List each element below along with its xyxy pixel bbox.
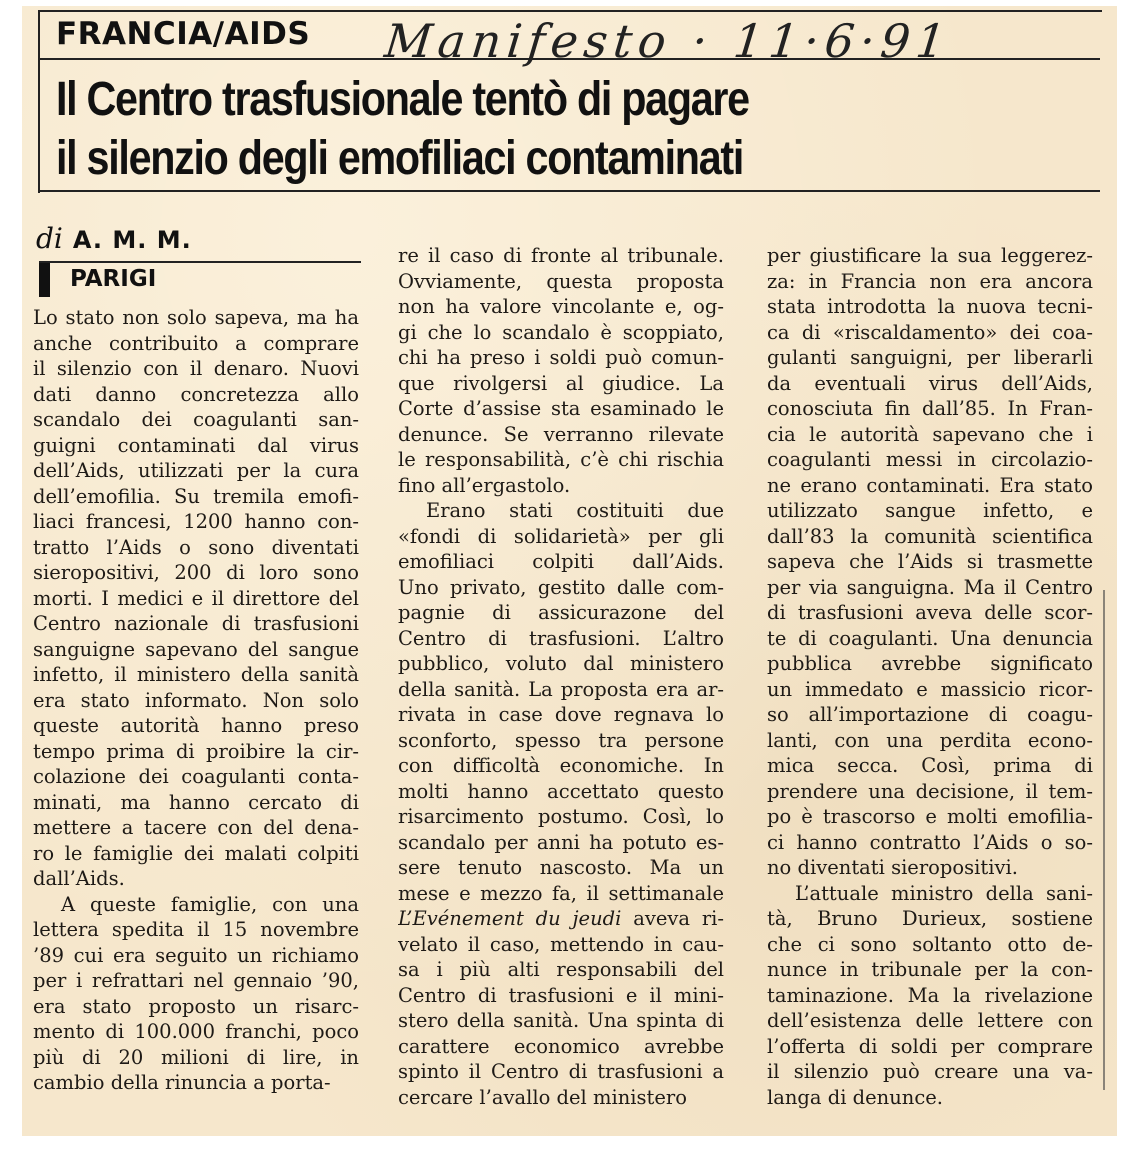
article-line: nunce in tribunale per la con- [767, 958, 1093, 981]
dateline-marker [39, 263, 50, 297]
article-line: cambio della rinuncia a porta- [33, 1071, 331, 1094]
article-line: Centro di trasfusioni. L’altro [398, 626, 724, 650]
article-line: so all’importazione di coagu- [767, 703, 1093, 726]
article-line: L’Evénement du jeudi aveva ri- [398, 907, 724, 930]
article-line: della sanità. La proposta era ar- [398, 677, 724, 701]
article-line: queste autorità hanno preso [33, 714, 359, 737]
article-line: langa di denunce. [767, 1085, 944, 1109]
article-line: «fondi di solidarietà» per gli [398, 524, 724, 548]
article-line: pubblico, voluto dal ministero [398, 652, 724, 675]
article-line: colazione dei coagulanti conta- [33, 765, 359, 788]
article-line: Centro di trasfusioni e il mini- [398, 983, 724, 1007]
article-line: per giustificare la sua leggerez- [767, 244, 1093, 267]
article-line: dall’83 la comunità scientifica [767, 524, 1093, 548]
article-line: stero della sanità. Una spinta di [398, 1009, 724, 1032]
article-line: più di 20 milioni di lire, in [33, 1045, 359, 1069]
article-column-1 [33, 305, 359, 1096]
article-line: utilizzato sangue infetto, e [767, 499, 1093, 522]
article-line: che ci sono soltanto otto de- [767, 932, 1093, 956]
article-line: il silenzio con il denaro. Nuovi [33, 357, 359, 380]
headline-line-1: Il Centro trasfusionale tentò di pagare [56, 73, 749, 126]
headline-line-2: il silenzio degli emofiliaci contaminati [56, 132, 744, 185]
article-line: cercare l’avallo del ministero [398, 1085, 687, 1109]
article-line: Corte d’assise sta esaminado le [398, 397, 724, 420]
article-line: dell’esistenza delle lettere con [767, 1009, 1093, 1032]
article-line: dell’Aids, utilizzati per la cura [33, 459, 359, 482]
article-line: tà, Bruno Durieux, sostiene [767, 907, 1093, 930]
byline [36, 222, 192, 255]
article-line: mese e mezzo fa, il settimanale [398, 881, 724, 905]
article-line: ne erano contaminati. Era stato [767, 473, 1093, 497]
article-line: pagnie di assicurazone del [398, 601, 724, 624]
article-line: ’89 cui era seguito un richiamo [33, 943, 359, 967]
article-line: scandalo dei coagulanti san- [33, 408, 359, 431]
article-paragraph [33, 305, 359, 892]
article-line: le responsabilità, c’è chi rischia [398, 448, 724, 471]
article-line: Centro nazionale di trasfusioni [33, 612, 359, 635]
article-line: sa i più alti responsabili del [398, 958, 724, 981]
article-line: mettere a tacere con del dena- [33, 816, 359, 839]
article-line: po è trascorso e molti emofilia- [767, 805, 1093, 828]
article-line: un immedato e massicio ricor- [767, 677, 1093, 701]
article-line: L’attuale ministro della sani- [795, 881, 1093, 905]
article-line: morti. I medici e il direttore del [33, 586, 359, 610]
article-line: que rivolgersi al giudice. La [398, 371, 724, 395]
article-line: dell’emofilia. Su tremila emofi- [33, 484, 359, 508]
article-paragraph [767, 881, 1093, 1111]
dateline-rule [39, 261, 361, 263]
article-line: guigni contaminati dal virus [33, 433, 359, 457]
article-line: molti hanno accettato questo [398, 779, 724, 803]
article-line: tratto l’Aids o sono diventati [33, 535, 359, 559]
byline-author: A. M. M. [72, 226, 192, 254]
article-line: rivata in case dove regnava lo [398, 703, 724, 726]
article-line: no diventati sieropositivi. [767, 856, 1018, 879]
article-line: ca di «riscaldamento» dei coa- [767, 320, 1093, 344]
handwritten-source-note: Manifesto · 11·6·91 [382, 14, 955, 68]
article-line: Erano stati costituiti due [426, 499, 724, 522]
article-line: sconforto, spesso tra persone [398, 728, 724, 752]
article-line: risarcimento postumo. Così, lo [398, 805, 724, 828]
article-line: ro le famiglie dei malati colpiti [33, 841, 359, 865]
article-line: non ha valore vincolante e, og- [398, 295, 724, 318]
article-line: sere tenuto nascosto. Ma un [398, 856, 724, 879]
article-line: il silenzio può creare una va- [767, 1060, 1093, 1083]
article-line: fino all’ergastolo. [398, 473, 571, 497]
article-line: za: in Francia non era ancora [767, 269, 1093, 293]
article-line: tempo prima di proibire la cir- [33, 739, 359, 763]
article-line: re il caso di fronte al tribunale. [398, 244, 724, 267]
article-line: emofiliaci colpiti dall’Aids. [398, 550, 724, 573]
article-line: era stato informato. Non solo [33, 688, 359, 712]
article-line: ci hanno contratto l’Aids o so- [767, 830, 1093, 854]
article-line: gulanti sanguigni, per liberarli [767, 346, 1093, 369]
article-line: cia le autorità sapevano che i [767, 422, 1093, 446]
article-line: per i refrattari nel gennaio ’90, [33, 969, 359, 992]
article-line: anche contribuito a comprare [33, 331, 359, 355]
article-paragraph [398, 243, 724, 498]
headline-bottom-rule [38, 190, 1100, 192]
article-line: gi che lo scandalo è scoppiato, [398, 320, 724, 344]
article-line: sanguigne sapevano del sangue [33, 637, 359, 661]
article-line: infetto, il ministero della sanità [33, 663, 359, 686]
article-line: di trasfusioni aveva delle scor- [767, 601, 1093, 624]
article-line: Uno privato, gestito dalle com- [398, 575, 724, 599]
article-line: lettera spedita il 15 novembre [33, 918, 359, 941]
article-line: Lo stato non solo sapeva, ma ha [33, 306, 359, 329]
article-line: carattere economico avrebbe [398, 1034, 724, 1058]
article-column-2 [398, 243, 724, 1110]
article-line: era stato proposto un risarc- [33, 994, 359, 1018]
article-line: sapeva che l’Aids si trasmette [767, 550, 1093, 573]
byline-prefix: di [36, 222, 63, 255]
article-line: Ovviamente, questa proposta [398, 269, 724, 293]
article-paragraph [398, 498, 724, 1110]
article-line: dall’Aids. [33, 867, 125, 890]
article-line: spinto il Centro di trasfusioni a [398, 1060, 724, 1083]
article-paragraph [33, 892, 359, 1096]
article-line: pubblica avrebbe significato [767, 652, 1093, 675]
article-paragraph [767, 243, 1093, 881]
section-kicker: FRANCIA/AIDS [56, 16, 311, 52]
article-line: mento di 100.000 franchi, poco [33, 1020, 359, 1043]
article-line: taminazione. Ma la rivelazione [767, 983, 1093, 1007]
article-line: te di coagulanti. Una denuncia [767, 626, 1093, 650]
article-line: mica secca. Così, prima di [767, 754, 1093, 777]
article-line: stata introdotta la nuova tecni- [767, 295, 1093, 318]
article-line: da eventuali virus dell’Aids, [767, 371, 1093, 395]
article-line: conosciuta fin dall’85. In Fran- [767, 397, 1093, 420]
article-line: dati danno concretezza allo [33, 382, 359, 406]
article-line: sieropositivi, 200 di loro sono [33, 561, 359, 584]
article-line: per via sanguigna. Ma il Centro [767, 575, 1093, 599]
dateline: PARIGI [70, 266, 157, 292]
article-line: denunce. Se verranno rilevate [398, 422, 724, 446]
article-line: velato il caso, mettendo in cau- [398, 932, 724, 956]
article-line: chi ha preso i soldi può comun- [398, 346, 724, 369]
article-line: coagulanti messi in circolazio- [767, 448, 1093, 471]
article-line: prendere una decisione, il tem- [767, 779, 1093, 803]
article-line: liaci francesi, 1200 hanno con- [33, 510, 359, 533]
article-line: lanti, con una perdita econo- [767, 728, 1093, 752]
article-line: l’offerta di soldi per comprare [767, 1034, 1093, 1058]
article-line: scandalo per anni ha potuto es- [398, 830, 724, 854]
article-line: minati, ma hanno cercato di [33, 790, 359, 814]
article-column-3 [767, 243, 1093, 1110]
article-line: A queste famiglie, con una [61, 892, 359, 916]
clipping-edge-shadow [1103, 590, 1105, 1090]
article-line: con difficoltà economiche. In [398, 754, 724, 777]
